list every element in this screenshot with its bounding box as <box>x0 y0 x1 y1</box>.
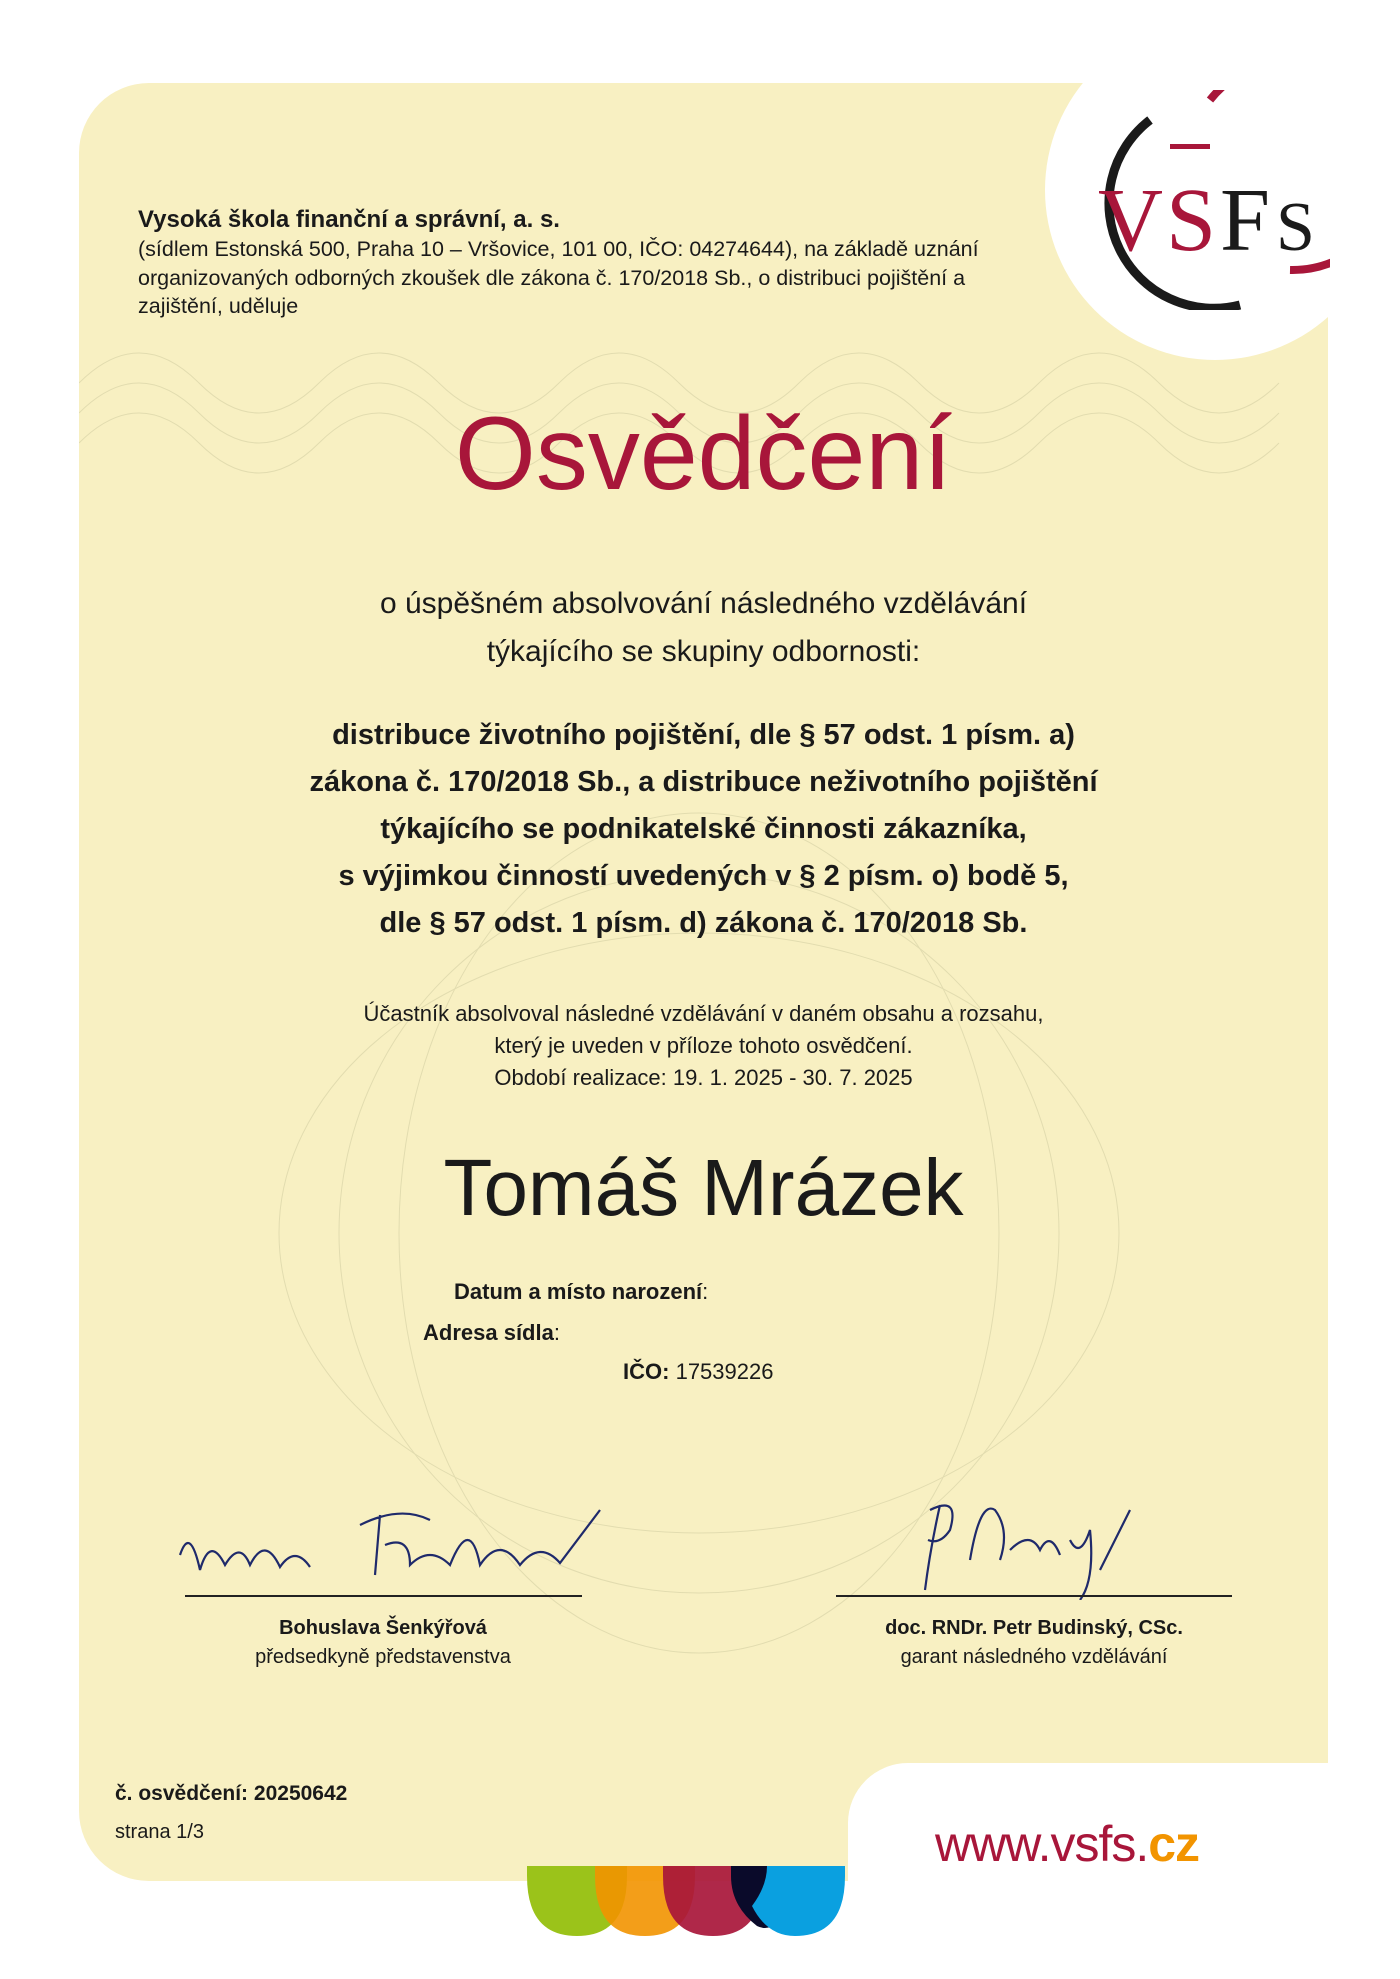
website-link[interactable] <box>935 1815 1199 1873</box>
signatory-name: doc. RNDr. Petr Budinský, CSc. <box>885 1617 1183 1639</box>
certificate-scope <box>79 712 1328 947</box>
color-drops-decoration <box>527 1866 845 1936</box>
holder-name: Tomáš Mrázek <box>443 1143 964 1232</box>
guilloche-pattern <box>79 83 1328 1881</box>
colon: : <box>553 1320 560 1345</box>
scope-line: s výjimkou činností uvedených v § 2 písm. o) bodě 5, <box>338 860 1069 892</box>
signatory-left <box>173 1614 593 1672</box>
signature-line-left <box>185 1595 582 1597</box>
svg-text:S: S <box>1166 171 1217 270</box>
birth-field <box>454 1279 708 1305</box>
number-label: č. osvědčení: <box>115 1782 249 1805</box>
signatory-right <box>824 1614 1244 1672</box>
address-field <box>423 1320 560 1346</box>
scope-line: týkajícího se podnikatelské činnosti zákazníka, <box>380 813 1027 845</box>
page-indicator: strana 1/3 <box>115 1821 204 1843</box>
signatory-role: předsedkyně představenstva <box>255 1646 511 1668</box>
note-line: Účastník absolvoval následné vzdělávání v daném obsahu a rozsahu, <box>363 1001 1044 1026</box>
svg-text:F: F <box>1220 171 1271 270</box>
note-line: Období realizace: 19. 1. 2025 - 30. 7. 2025 <box>494 1065 913 1090</box>
signatory-name: Bohuslava Šenkýřová <box>279 1617 487 1639</box>
scope-line: dle § 57 odst. 1 písm. d) zákona č. 170/2018 Sb. <box>379 907 1028 939</box>
subtitle-line: o úspěšném absolvování následného vzdělávání <box>379 587 1028 620</box>
birth-label: Datum a místo narození <box>454 1279 703 1304</box>
certificate-title: Osvědčení <box>454 396 953 512</box>
vsfs-logo <box>1090 90 1330 310</box>
note-line: který je uveden v příloze tohoto osvědčení. <box>494 1033 913 1058</box>
certificate-subtitle <box>79 580 1328 676</box>
certificate-number <box>115 1782 347 1806</box>
ico-field <box>623 1359 773 1385</box>
address-label: Adresa sídla <box>423 1320 554 1345</box>
ico-label: IČO: <box>623 1359 670 1384</box>
ico-value: 17539226 <box>675 1359 774 1384</box>
web-tld: cz <box>1148 1816 1200 1872</box>
issuer-name: Vysoká škola finanční a správní, a. s. <box>138 206 560 233</box>
web-main: www.vsfs. <box>935 1816 1149 1872</box>
issuer-block <box>138 205 1028 321</box>
certificate-note <box>79 998 1328 1094</box>
signatory-role: garant následného vzdělávání <box>900 1646 1168 1668</box>
scope-line: distribuce životního pojištění, dle § 57 odst. 1 písm. a) <box>332 719 1075 751</box>
signature-right <box>900 1490 1200 1600</box>
subtitle-line: týkajícího se skupiny odbornosti: <box>486 635 921 668</box>
certificate-background <box>79 83 1328 1881</box>
svg-text:V: V <box>1098 171 1163 270</box>
colon: : <box>702 1279 709 1304</box>
number-value: 20250642 <box>253 1782 348 1805</box>
issuer-details: (sídlem Estonská 500, Praha 10 – Vršovice, 101 00, IČO: 04274644), na základě uznání organizovaných odborných zkoušek dle zákona č. 170/2018 Sb., o distribuci pojištění a zajištění, uděluje <box>138 237 979 318</box>
scope-line: zákona č. 170/2018 Sb., a distribuce neživotního pojištění <box>309 766 1098 798</box>
signature-line-right <box>836 1595 1232 1597</box>
svg-text:S: S <box>1276 189 1315 266</box>
signature-left <box>170 1495 610 1595</box>
